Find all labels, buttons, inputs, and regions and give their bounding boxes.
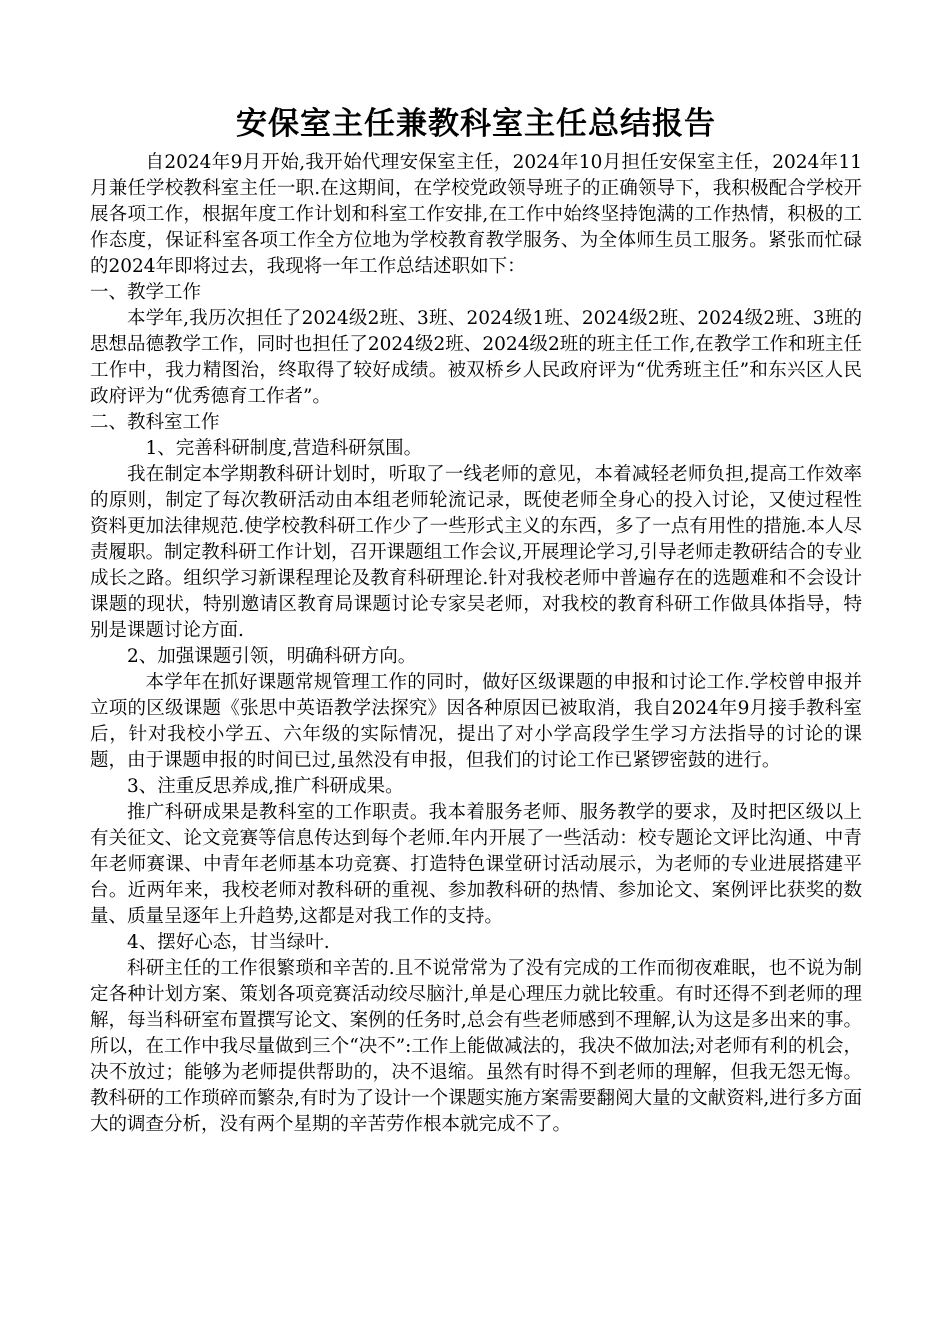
research-system-paragraph: 我在制定本学期教科研计划时，听取了一线老师的意见，本着减轻老师负担,提高工作效率的原则，制定了每次教研活动由本组老师轮流记录，既使老师全身心的投入讨论，又使过程性资料更加法律规范.使学校教科研工作少了一些形式主义的东西，多了一点有用性的措施.本人尽责履职。制定教科研工作计划，召开课题组工作会议,开展理论学习,引导老师走教研结合的专业成长之路。组织学习新课程理论及教育科研理论.针对我校老师中普遍存在的选题难和不会设计课题的现状，特别邀请区教育局课题讨论专家吴老师，对我校的教育科研工作做具体指导，特别是课题讨论方面. — [90, 464, 862, 641]
subheading-topic-guidance: 2、加强课题引领，明确科研方向。 — [127, 646, 417, 667]
section-heading-research-office: 二、教科室工作 — [90, 412, 220, 433]
topic-guidance-paragraph: 本学年在抓好课题常规管理工作的同时，做好区级课题的申报和讨论工作.学校曾申报并立项的区级课题《张思中英语教学法探究》因各种原因已被取消，我自2024年9月接手教科室后，针对我校小学五、六年级的实际情况，提出了对小学高段学生学习方法指导的讨论的课题，由于课题申报的时间已过,虽然没有申报，但我们的讨论工作已紧锣密鼓的进行。 — [90, 672, 862, 771]
attitude-paragraph: 科研主任的工作很繁琐和辛苦的.且不说常常为了没有完成的工作而彻夜难眠，也不说为制定各种计划方案、策划各项竞赛活动绞尽脑汁,单是心理压力就比较重。有时还得不到老师的理解，每当科研室布置撰写论文、案例的任务时,总会有些老师感到不理解,认为这是多出来的事。所以，在工作中我尽量做到三个“决不”:工作上能做减法的，我决不做加法;对老师有利的机会，决不放过；能够为老师提供帮助的，决不退缩。虽然有时得不到老师的理解，但我无怨无悔。教科研的工作琐碎而繁杂,有时为了设计一个课题实施方案需要翻阅大量的文献资料,进行多方面大的调查分析，没有两个星期的辛苦劳作根本就完成不了。 — [90, 958, 862, 1135]
document-title: 安保室主任兼教科室主任总结报告 — [236, 106, 716, 142]
intro-paragraph: 自2024年9月开始,我开始代理安保室主任，2024年10月担任安保室主任，2024年11月兼任学校教科室主任一职.在这期间，在学校党政领导班子的正确领导下，我积极配合学校开展各项工作，根据年度工作计划和科室工作安排,在工作中始终坚持饱满的工作热情，积极的工作态度，保证科室各项工作全方位地为学校教育教学服务、为全体师生员工服务。紧张而忙碌的2024年即将过去，我现将一年工作总结述职如下： — [90, 152, 862, 277]
subheading-promote-results: 3、注重反思养成,推广科研成果。 — [127, 776, 404, 797]
teaching-paragraph: 本学年,我历次担任了2024级2班、3班、2024级1班、2024级2班、2024级2班、3班的思想品德教学工作，同时也担任了2024级2班、2024级2班的班主任工作,在教学工作和班主任工作中，我力精图治，终取得了较好成绩。被双桥乡人民政府评为“优秀班主任”和东兴区人民政府评为“优秀德育工作者”。 — [90, 308, 862, 407]
subheading-research-system: 1、完善科研制度,营造科研氛围。 — [145, 438, 423, 459]
document-page — [90, 100, 862, 1138]
section-heading-teaching: 一、教学工作 — [90, 282, 202, 303]
subheading-attitude: 4、摆好心态，甘当绿叶. — [127, 932, 330, 953]
promote-results-paragraph: 推广科研成果是教科室的工作职责。我本着服务老师、服务教学的要求，及时把区级以上有关征文、论文竞赛等信息传达到每个老师.年内开展了一些活动：校专题论文评比沟通、中青年老师赛课、中青年老师基本功竞赛、打造特色课堂研讨活动展示，为老师的专业进展搭建平台。近两年来，我校老师对教科研的重视、参加教科研的热情、参加论文、案例评比获奖的数量、质量呈逐年上升趋势,这都是对我工作的支持。 — [90, 802, 862, 927]
